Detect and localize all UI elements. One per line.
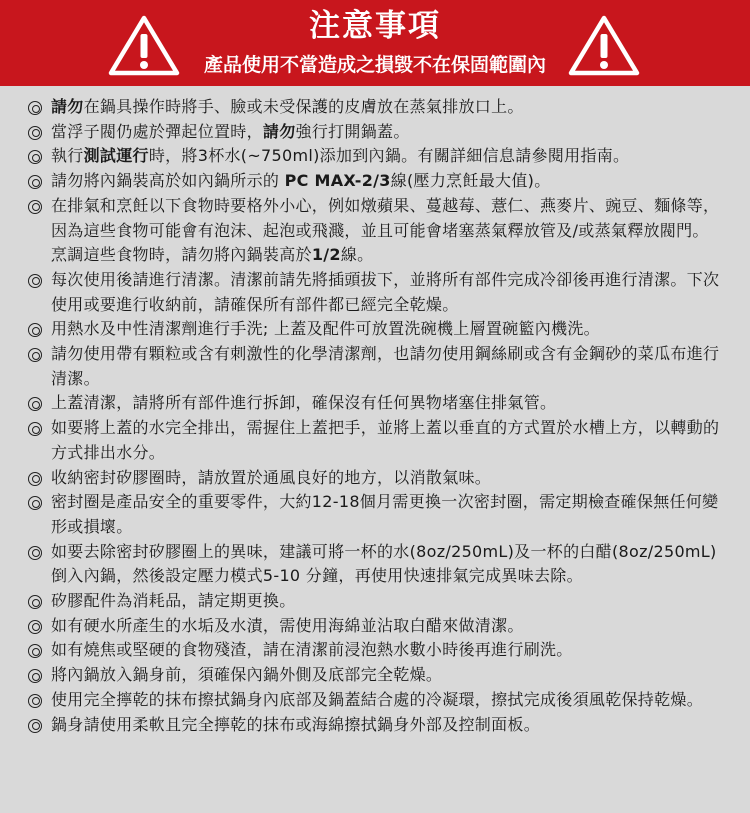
item-text: 上蓋清潔，請將所有部件進行拆卸，確保沒有任何異物堵塞住排氣管。 bbox=[51, 393, 557, 413]
notice-item bbox=[22, 342, 722, 391]
item-text: 請勿使用帶有顆粒或含有刺激性的化學清潔劑，也請勿使用鋼絲刷或含有金鋼砂的菜瓜布進行清潔。 bbox=[51, 344, 720, 388]
item-text: 將內鍋放入鍋身前，須確保內鍋外側及底部完全乾燥。 bbox=[51, 665, 443, 685]
double-circle-bullet-icon bbox=[28, 323, 42, 337]
notice-item bbox=[22, 169, 722, 194]
item-text: 每次使用後請進行清潔。清潔前請先將插頭拔下，並將所有部件完成冷卻後再進行清潔。下次使用或要進行收納前，請確保所有部件都已經完全乾燥。 bbox=[51, 269, 720, 314]
notice-item bbox=[22, 95, 722, 120]
notice-item bbox=[22, 416, 722, 465]
emphasis-text: 1/2 bbox=[311, 245, 341, 265]
emphasis-text: 測試運行 bbox=[83, 146, 149, 166]
item-text: 在鍋具操作時將手、臉或未受保護的皮膚放在蒸氣排放口上。 bbox=[83, 97, 524, 116]
notice-item bbox=[22, 466, 722, 491]
double-circle-bullet-icon bbox=[28, 348, 42, 362]
notice-item bbox=[22, 638, 722, 663]
item-text: 如有燒焦或堅硬的食物殘渣，請在清潔前浸泡熱水數小時後再進行刷洗。 bbox=[51, 640, 573, 660]
double-circle-bullet-icon bbox=[28, 472, 42, 486]
item-text: 當浮子閥仍處於彈起位置時， bbox=[51, 121, 263, 141]
notice-item bbox=[22, 663, 722, 688]
double-circle-bullet-icon bbox=[28, 422, 42, 436]
warning-triangle-icon bbox=[568, 14, 640, 76]
double-circle-bullet-icon bbox=[28, 620, 42, 634]
notice-item bbox=[22, 194, 722, 268]
emphasis-text: 請勿 bbox=[51, 97, 84, 116]
notice-item bbox=[22, 614, 722, 639]
page-title: 注意事項 bbox=[309, 8, 441, 44]
notice-item bbox=[22, 317, 722, 342]
item-text: 在排氣和烹飪以下食物時要格外小心，例如燉蘋果、蔓越莓、薏仁、燕麥片、豌豆、麵條等，因為這些食物可能會有泡沫、起泡或飛濺，並且可能會堵塞蒸氣釋放管及/或蒸氣釋放閥門。烹調這些食物時，請勿將內鍋裝高於 bbox=[51, 195, 720, 265]
double-circle-bullet-icon bbox=[28, 274, 42, 288]
double-circle-bullet-icon bbox=[28, 126, 42, 140]
notice-item bbox=[22, 540, 722, 589]
notice-item bbox=[22, 144, 722, 169]
item-text: 線。 bbox=[340, 245, 374, 265]
double-circle-bullet-icon bbox=[28, 669, 42, 683]
double-circle-bullet-icon bbox=[28, 397, 42, 411]
emphasis-text: PC MAX-2/3 bbox=[284, 171, 391, 191]
item-text: 線(壓力烹飪最大值)。 bbox=[390, 171, 551, 191]
double-circle-bullet-icon bbox=[28, 546, 42, 560]
item-text: 如有硬水所產生的水垢及水漬，需使用海綿並沾取白醋來做清潔。 bbox=[51, 615, 524, 635]
double-circle-bullet-icon bbox=[28, 595, 42, 609]
notice-list bbox=[22, 95, 722, 737]
double-circle-bullet-icon bbox=[28, 200, 42, 214]
notice-item bbox=[22, 391, 722, 416]
item-text: 使用完全擰乾的抹布擦拭鍋身內底部及鍋蓋結合處的冷凝環，擦拭完成後須風乾保持乾燥。 bbox=[51, 689, 704, 709]
notice-item bbox=[22, 490, 722, 539]
item-text: 密封圈是產品安全的重要零件，大約12-18個月需更換一次密封圈，需定期檢查確保無任何變形或損壞。 bbox=[51, 492, 719, 536]
double-circle-bullet-icon bbox=[28, 101, 42, 115]
item-text: 請勿將內鍋裝高於如內鍋所示的 bbox=[51, 171, 285, 191]
notice-item bbox=[22, 120, 722, 145]
double-circle-bullet-icon bbox=[28, 175, 42, 189]
item-text: 時，將3杯水(~750ml)添加到內鍋。有關詳細信息請參閱用指南。 bbox=[148, 146, 630, 166]
item-text: 用熱水及中性清潔劑進行手洗; 上蓋及配件可放置洗碗機上層置碗籃內機洗。 bbox=[51, 319, 600, 339]
page-subtitle: 產品使用不當造成之損毀不在保固範圍內 bbox=[203, 54, 546, 76]
notice-item bbox=[22, 713, 722, 738]
warning-banner bbox=[0, 0, 750, 86]
item-text: 如要去除密封矽膠圈上的異味，建議可將一杯的水(8oz/250mL)及一杯的白醋(8oz/250mL) 倒入內鍋，然後設定壓力模式5-10 分鐘，再使用快速排氣完成異味去除。 bbox=[51, 541, 717, 586]
item-text: 執行 bbox=[51, 146, 84, 166]
item-text: 如要將上蓋的水完全排出，需握住上蓋把手，並將上蓋以垂直的方式置於水槽上方，以轉動的方式排出水分。 bbox=[51, 418, 720, 462]
double-circle-bullet-icon bbox=[28, 644, 42, 658]
item-text: 強行打開鍋蓋。 bbox=[295, 121, 410, 141]
double-circle-bullet-icon bbox=[28, 719, 42, 733]
notice-item bbox=[22, 688, 722, 713]
double-circle-bullet-icon bbox=[28, 694, 42, 708]
notice-item bbox=[22, 268, 722, 317]
double-circle-bullet-icon bbox=[28, 150, 42, 164]
item-text: 矽膠配件為消耗品，請定期更換。 bbox=[51, 591, 296, 611]
emphasis-text: 請勿 bbox=[262, 121, 296, 141]
double-circle-bullet-icon bbox=[28, 496, 42, 510]
item-text: 收納密封矽膠圈時，請放置於通風良好的地方，以消散氣味。 bbox=[51, 467, 492, 487]
item-text: 鍋身請使用柔軟且完全擰乾的抹布或海綿擦拭鍋身外部及控制面板。 bbox=[51, 714, 541, 734]
notice-item bbox=[22, 589, 722, 614]
